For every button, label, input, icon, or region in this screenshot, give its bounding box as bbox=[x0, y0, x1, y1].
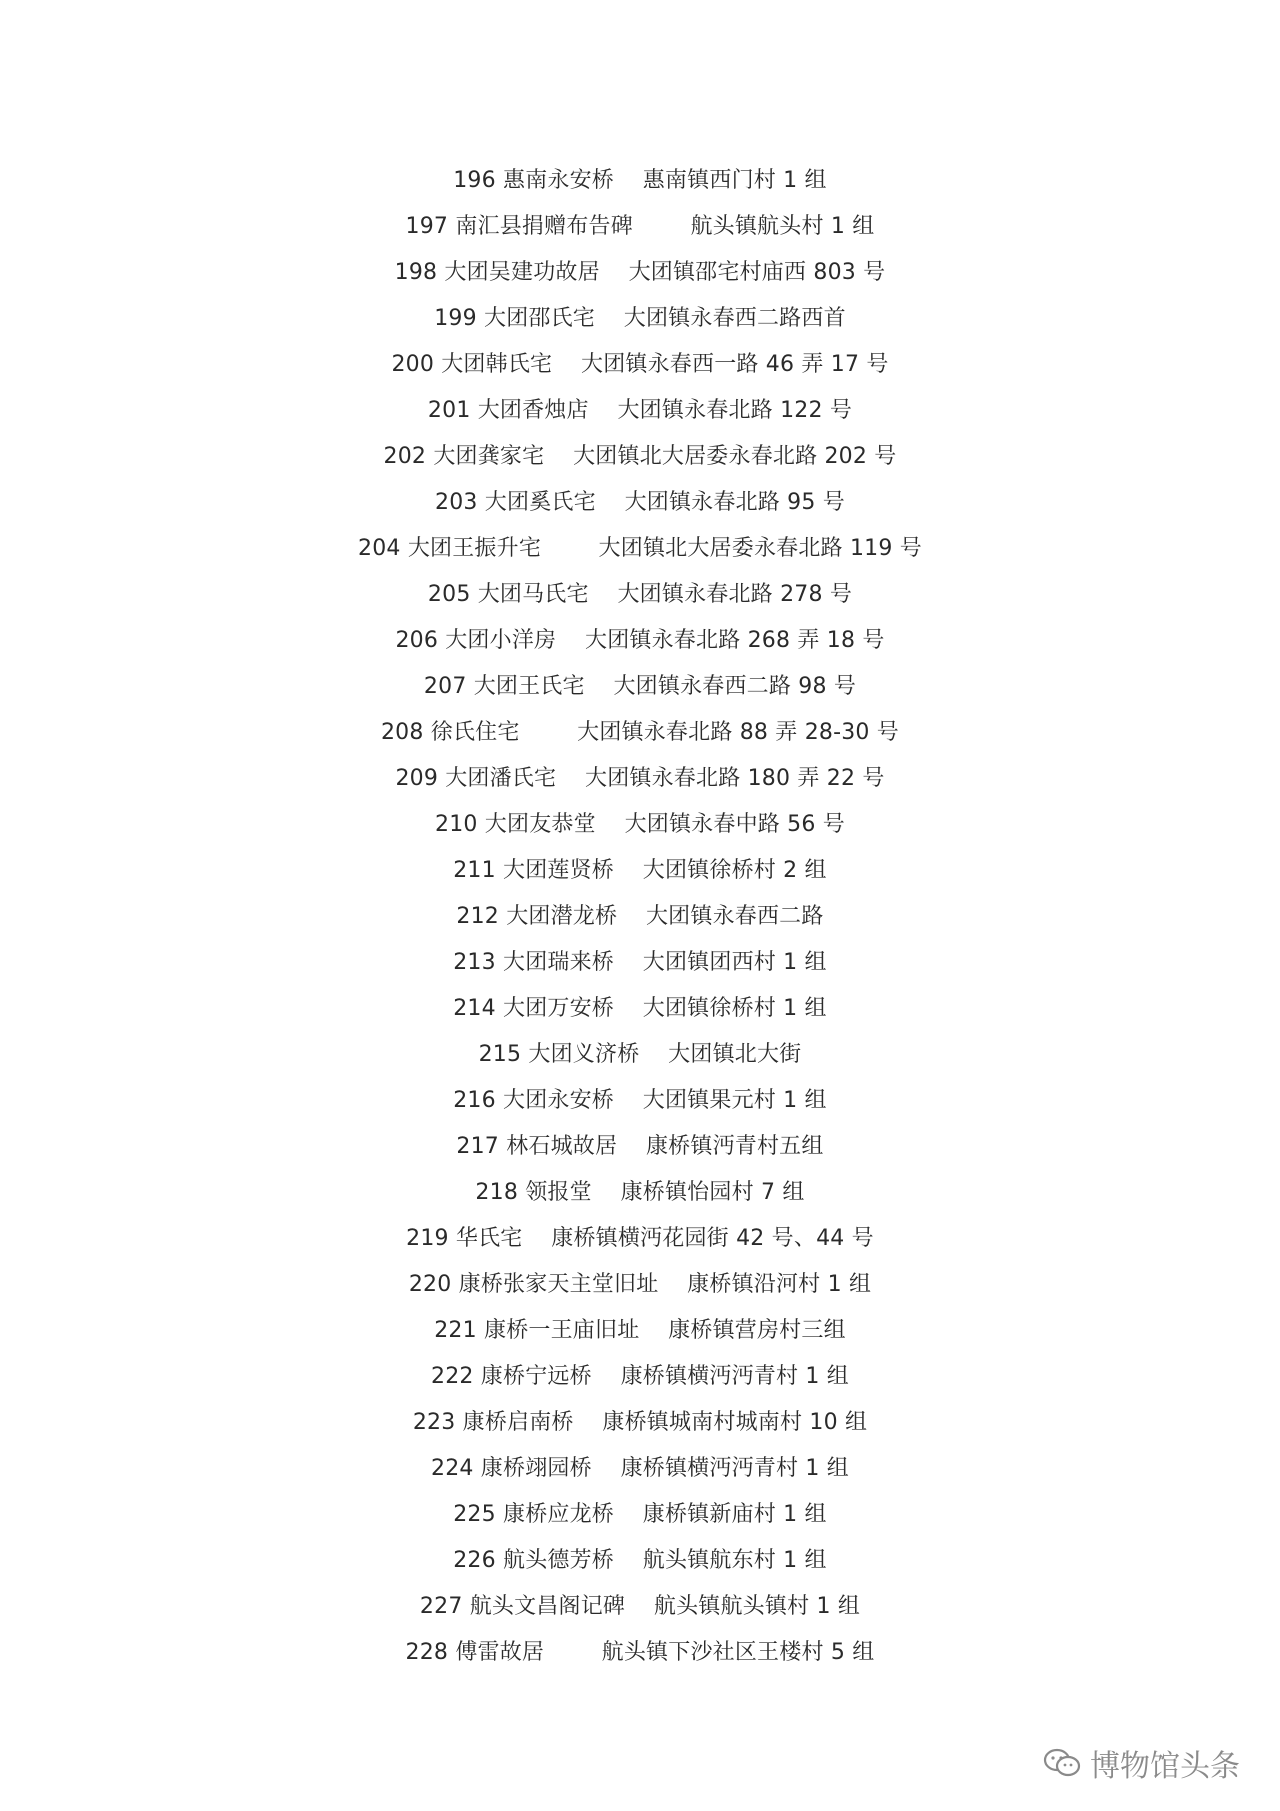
list-item: 198 大团吴建功故居 大团镇邵宅村庙西 803 号 bbox=[394, 260, 886, 285]
list-item: 206 大团小洋房 大团镇永春北路 268 弄 18 号 bbox=[395, 628, 885, 653]
list-item: 225 康桥应龙桥 康桥镇新庙村 1 组 bbox=[453, 1502, 827, 1527]
list-item: 197 南汇县捐赠布告碑 航头镇航头村 1 组 bbox=[405, 214, 875, 239]
list-item: 201 大团香烛店 大团镇永春北路 122 号 bbox=[427, 398, 853, 423]
list-item: 220 康桥张家天主堂旧址 康桥镇沿河村 1 组 bbox=[408, 1272, 872, 1297]
list-item: 214 大团万安桥 大团镇徐桥村 1 组 bbox=[453, 996, 827, 1021]
list-item: 215 大团义济桥 大团镇北大街 bbox=[478, 1042, 802, 1067]
list-item: 218 领报堂 康桥镇怡园村 7 组 bbox=[475, 1180, 805, 1205]
list-item: 219 华氏宅 康桥镇横沔花园街 42 号、44 号 bbox=[406, 1226, 874, 1251]
list-item: 202 大团龚家宅 大团镇北大居委永春北路 202 号 bbox=[383, 444, 897, 469]
list-item: 224 康桥翊园桥 康桥镇横沔沔青村 1 组 bbox=[431, 1456, 849, 1481]
list-item: 222 康桥宁远桥 康桥镇横沔沔青村 1 组 bbox=[431, 1364, 849, 1389]
list-item: 210 大团友恭堂 大团镇永春中路 56 号 bbox=[435, 812, 845, 837]
wechat-icon bbox=[1042, 1746, 1082, 1780]
list-item: 205 大团马氏宅 大团镇永春北路 278 号 bbox=[427, 582, 853, 607]
list-item: 207 大团王氏宅 大团镇永春西二路 98 号 bbox=[423, 674, 857, 699]
watermark bbox=[1042, 1741, 1240, 1785]
list-item: 226 航头德芳桥 航头镇航东村 1 组 bbox=[453, 1548, 827, 1573]
list-item: 216 大团永安桥 大团镇果元村 1 组 bbox=[453, 1088, 827, 1113]
list-item: 221 康桥一王庙旧址 康桥镇营房村三组 bbox=[434, 1318, 846, 1343]
list-item: 208 徐氏住宅 大团镇永春北路 88 弄 28-30 号 bbox=[380, 720, 900, 745]
list-item: 203 大团奚氏宅 大团镇永春北路 95 号 bbox=[435, 490, 845, 515]
list-item: 211 大团莲贤桥 大团镇徐桥村 2 组 bbox=[453, 858, 827, 883]
list-item: 196 惠南永安桥 惠南镇西门村 1 组 bbox=[453, 168, 827, 193]
list-item: 213 大团瑞来桥 大团镇团西村 1 组 bbox=[453, 950, 827, 975]
list-item: 227 航头文昌阁记碑 航头镇航头镇村 1 组 bbox=[419, 1594, 861, 1619]
watermark-text: 博物馆头条 bbox=[1090, 1749, 1240, 1784]
list-item: 223 康桥启南桥 康桥镇城南村城南村 10 组 bbox=[412, 1410, 868, 1435]
list-item: 199 大团邵氏宅 大团镇永春西二路西首 bbox=[434, 306, 846, 331]
list-item: 204 大团王振升宅 大团镇北大居委永春北路 119 号 bbox=[358, 536, 922, 561]
list-item: 228 傅雷故居 航头镇下沙社区王楼村 5 组 bbox=[405, 1640, 875, 1665]
list-item: 209 大团潘氏宅 大团镇永春北路 180 弄 22 号 bbox=[395, 766, 885, 791]
list-item: 217 林石城故居 康桥镇沔青村五组 bbox=[456, 1134, 824, 1159]
list-item: 200 大团韩氏宅 大团镇永春西一路 46 弄 17 号 bbox=[391, 352, 889, 377]
heritage-site-list bbox=[0, 158, 1280, 1676]
list-item: 212 大团潜龙桥 大团镇永春西二路 bbox=[456, 904, 824, 929]
